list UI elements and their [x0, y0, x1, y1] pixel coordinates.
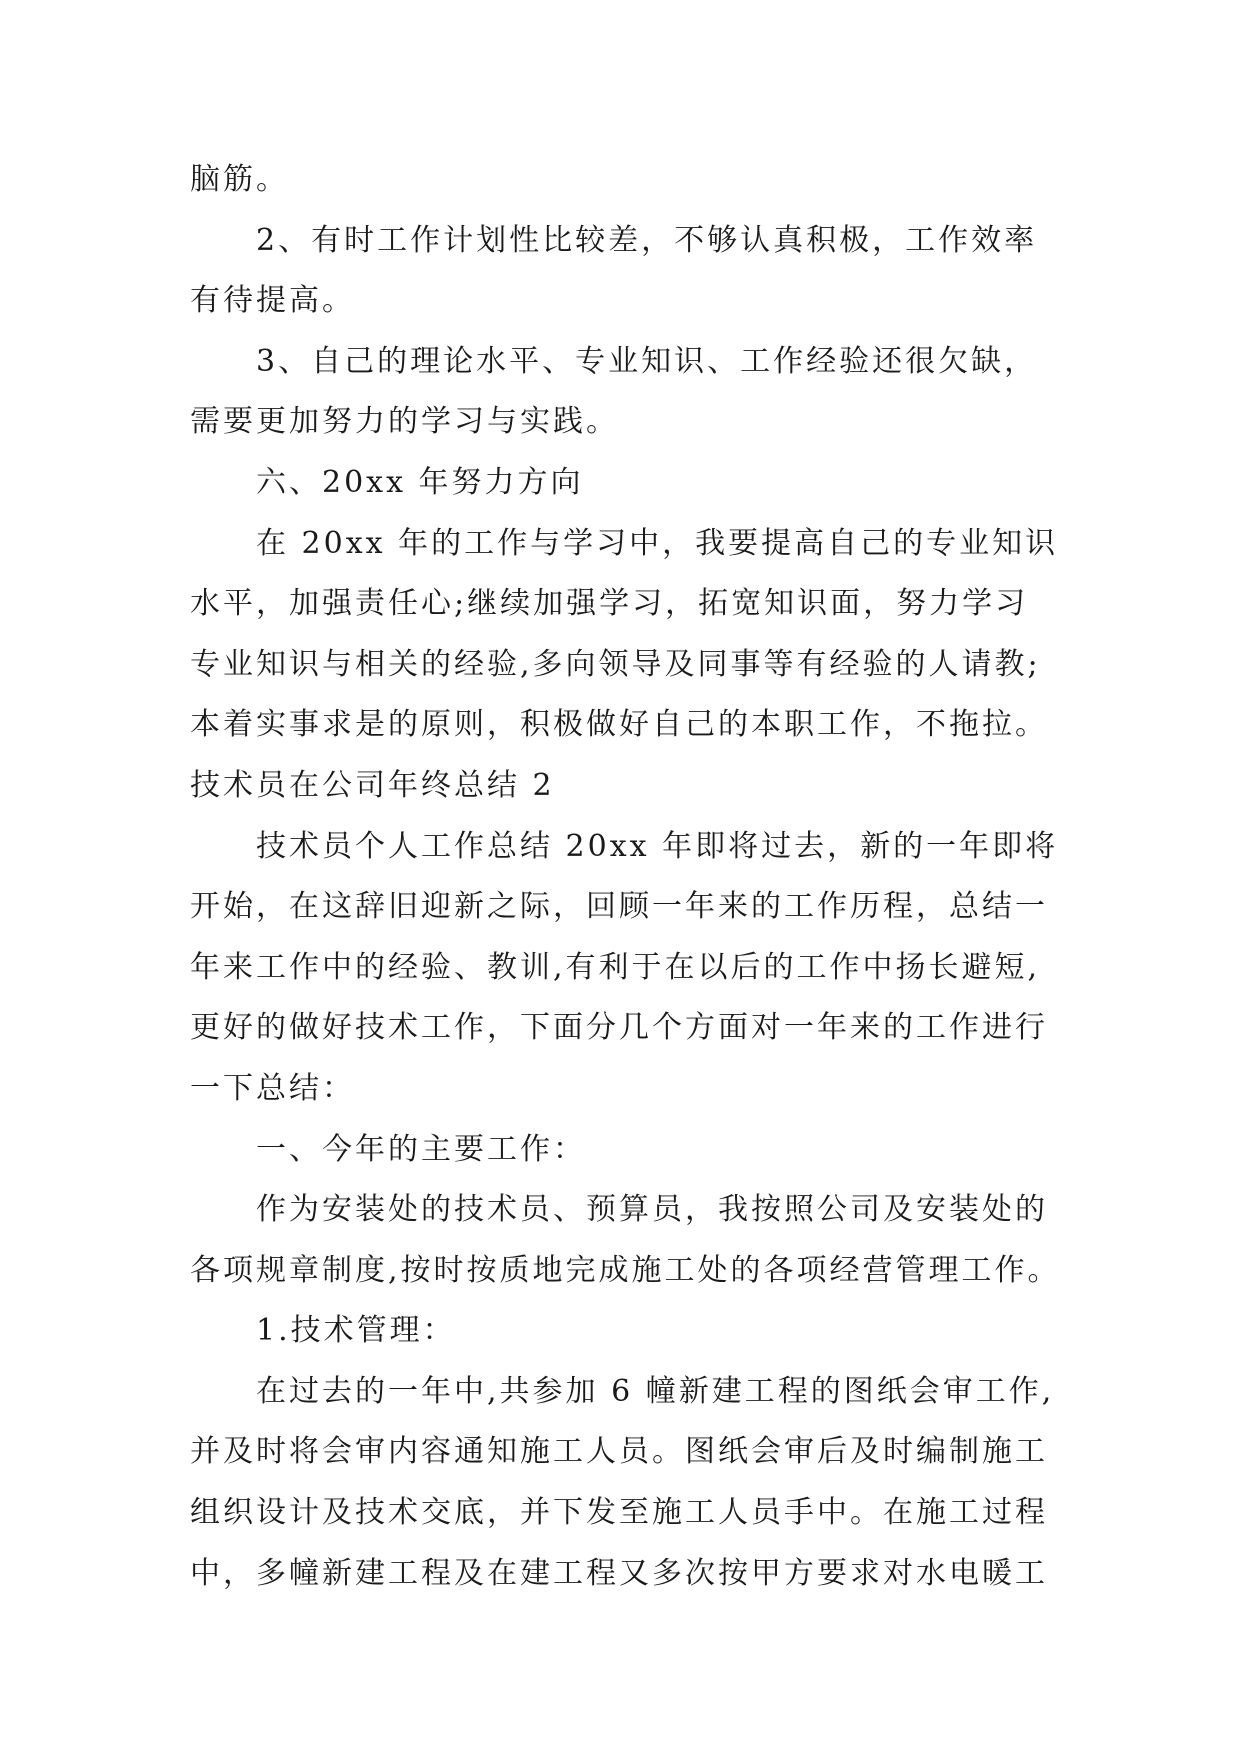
text-line: 2、有时工作计划性比较差，不够认真积极，工作效率 [256, 222, 1038, 258]
text-line: 3、自己的理论水平、专业知识、工作经验还很欠缺， [256, 343, 1038, 379]
text-line: 更好的做好技术工作，下面分几个方面对一年来的工作进行 [190, 1010, 1048, 1046]
text-line: 组织设计及技术交底，并下发至施工人员手中。在施工过程 [190, 1495, 1048, 1531]
text-line: 技术员在公司年终总结 2 [190, 767, 555, 803]
text-line: 专业知识与相关的经验,多向领导及同事等有经验的人请教; [190, 646, 1041, 682]
text-line: 技术员个人工作总结 20xx 年即将过去，新的一年即将 [256, 828, 1059, 864]
text-line: 并及时将会审内容通知施工人员。图纸会审后及时编制施工 [190, 1434, 1048, 1470]
text-line: 中，多幢新建工程及在建工程又多次按甲方要求对水电暖工 [190, 1555, 1048, 1591]
text-line: 有待提高。 [190, 283, 355, 319]
text-line: 一、今年的主要工作： [256, 1131, 586, 1167]
text-line: 在过去的一年中,共参加 6 幢新建工程的图纸会审工作, [256, 1373, 1055, 1409]
text-line: 年来工作中的经验、教训,有利于在以后的工作中扬长避短, [190, 949, 1041, 985]
document-body [190, 150, 1070, 1604]
text-line: 一下总结： [190, 1070, 355, 1106]
text-line: 作为安装处的技术员、预算员，我按照公司及安装处的 [256, 1192, 1048, 1228]
text-line: 脑筋。 [190, 162, 289, 197]
text-line: 各项规章制度,按时按质地完成施工处的各项经营管理工作。 [190, 1252, 1061, 1288]
text-line: 需要更加努力的学习与实践。 [190, 404, 619, 440]
text-line: 1.技术管理： [256, 1313, 456, 1349]
text-line: 开始，在这辞旧迎新之际，回顾一年来的工作历程，总结一 [190, 889, 1048, 925]
text-line: 六、20xx 年努力方向 [256, 464, 584, 500]
text-line: 本着实事求是的原则，积极做好自己的本职工作，不拖拉。 [190, 707, 1048, 743]
text-line: 在 20xx 年的工作与学习中，我要提高自己的专业知识 [256, 525, 1059, 561]
text-line: 水平，加强责任心;继续加强学习，拓宽知识面，努力学习 [190, 586, 1029, 622]
